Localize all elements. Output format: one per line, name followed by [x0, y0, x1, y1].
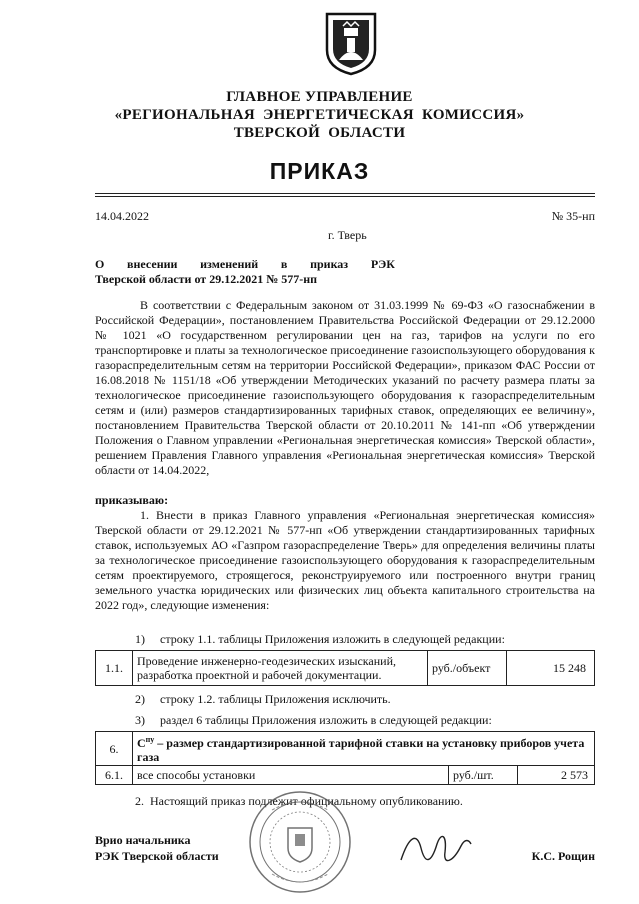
table2-head-desc: [133, 732, 595, 766]
official-seal-stamp: [248, 790, 352, 894]
handwritten-signature: [395, 826, 475, 872]
sub-item-3: 3) раздел 6 таблицы Приложения изложить в следующей редакции:: [135, 713, 492, 727]
agency-name-line-2: «РЕГИОНАЛЬНАЯ ЭНЕРГЕТИЧЕСКАЯ КОМИССИЯ»: [114, 107, 525, 123]
signatory-name: К.С. Рощин: [531, 849, 595, 863]
table-row-1-1: [95, 650, 595, 686]
signatory-title-line-1: Врио начальника: [95, 833, 191, 847]
table2-row-value: 2 573: [518, 766, 595, 785]
table2-head-sup: пу: [145, 735, 155, 744]
sub-item-1: 1) строку 1.1. таблицы Приложения изложить в следующей редакции:: [135, 632, 505, 646]
coat-of-arms-emblem: [323, 10, 379, 76]
table2-row-num: 6.1.: [96, 766, 133, 785]
table2-head-symbol: С: [137, 736, 146, 750]
sub-item-2: 2) строку 1.2. таблицы Приложения исключить.: [135, 692, 391, 706]
order-word: приказываю:: [95, 493, 169, 507]
table2-row-unit: руб./шт.: [449, 766, 518, 785]
table1-desc: Проведение инженерно-геодезических изысканий, разработка проектной и рабочей документации.: [133, 651, 428, 686]
header-divider: [95, 193, 595, 194]
signatory-title-line-2: РЭК Тверской области: [95, 849, 219, 863]
document-number: № 35-нп: [551, 209, 595, 223]
subject-line-2: Тверской области от 29.12.2021 № 577-нп: [95, 272, 318, 286]
table2-row-desc: все способы установки: [133, 766, 449, 785]
header-divider-2: [95, 196, 595, 197]
agency-name-line-3: ТВЕРСКОЙ ОБЛАСТИ: [233, 125, 406, 141]
subject-line-1: О внесении изменений в приказ РЭК: [95, 257, 395, 271]
table1-unit: руб./объект: [428, 651, 507, 686]
table1-value: 15 248: [507, 651, 595, 686]
document-date: 14.04.2022: [95, 209, 149, 223]
agency-name-line-1: ГЛАВНОЕ УПРАВЛЕНИЕ: [226, 89, 413, 105]
table2-head-num: 6.: [96, 732, 133, 766]
document-title: ПРИКАЗ: [269, 158, 370, 184]
table1-num: 1.1.: [96, 651, 133, 686]
table-section-6: [95, 731, 595, 785]
table2-head-text: – размер стандартизированной тарифной ставки на установку приборов учета газа: [137, 736, 585, 764]
preamble-paragraph: В соответствии с Федеральным законом от 31.03.1999 № 69-ФЗ «О газоснабжении в Российской Федерации», постановлением Правительства Российской Федерации от 29.12.2000 № 1021 «О государственном регулировании цен на газ, тарифов на услуги по его транспортировке и платы за технологическое присоединение газоиспользующего оборудования к газораспределительным сетям на территории Российской Федерации», приказом ФАС России от 16.08.2018 № 1151/18 «Об утверждении Методических указаний по расчету размера платы за технологическое присоединение газоиспользующего оборудования к газораспределительным сетям и (или) размеров стандартизированных тарифных ставок, определяющих ее величину», постановлением Правительства Тверской области от 20.10.2011 № 141-пп «Об утверждении Положения о Главном управлении «Региональная энергетическая комиссия» Тверской области», решением Правления Главного управления «Региональная энергетическая комиссия» Тверской области от 14.04.2022,: [95, 298, 595, 477]
item-2-paragraph: 2. Настоящий приказ подлежит официальному опубликованию.: [135, 794, 463, 808]
document-city: г. Тверь: [328, 228, 367, 242]
item-1-paragraph: 1. Внести в приказ Главного управления «Региональная энергетическая комиссия» Тверской области от 29.12.2021 № 577-нп «Об утверждении стандартизированных тарифных ставок, используемых АО «Газпром газораспределение Тверь» для определения величины платы за технологическое присоединение газоиспользующего оборудования к газораспределительным сетям проектируемого, строящегося, реконструируемого или построенного внутри границ земельного участка юридических или физических лиц объекта капитального строительства на 2022 год», следующие изменения:: [95, 508, 595, 612]
